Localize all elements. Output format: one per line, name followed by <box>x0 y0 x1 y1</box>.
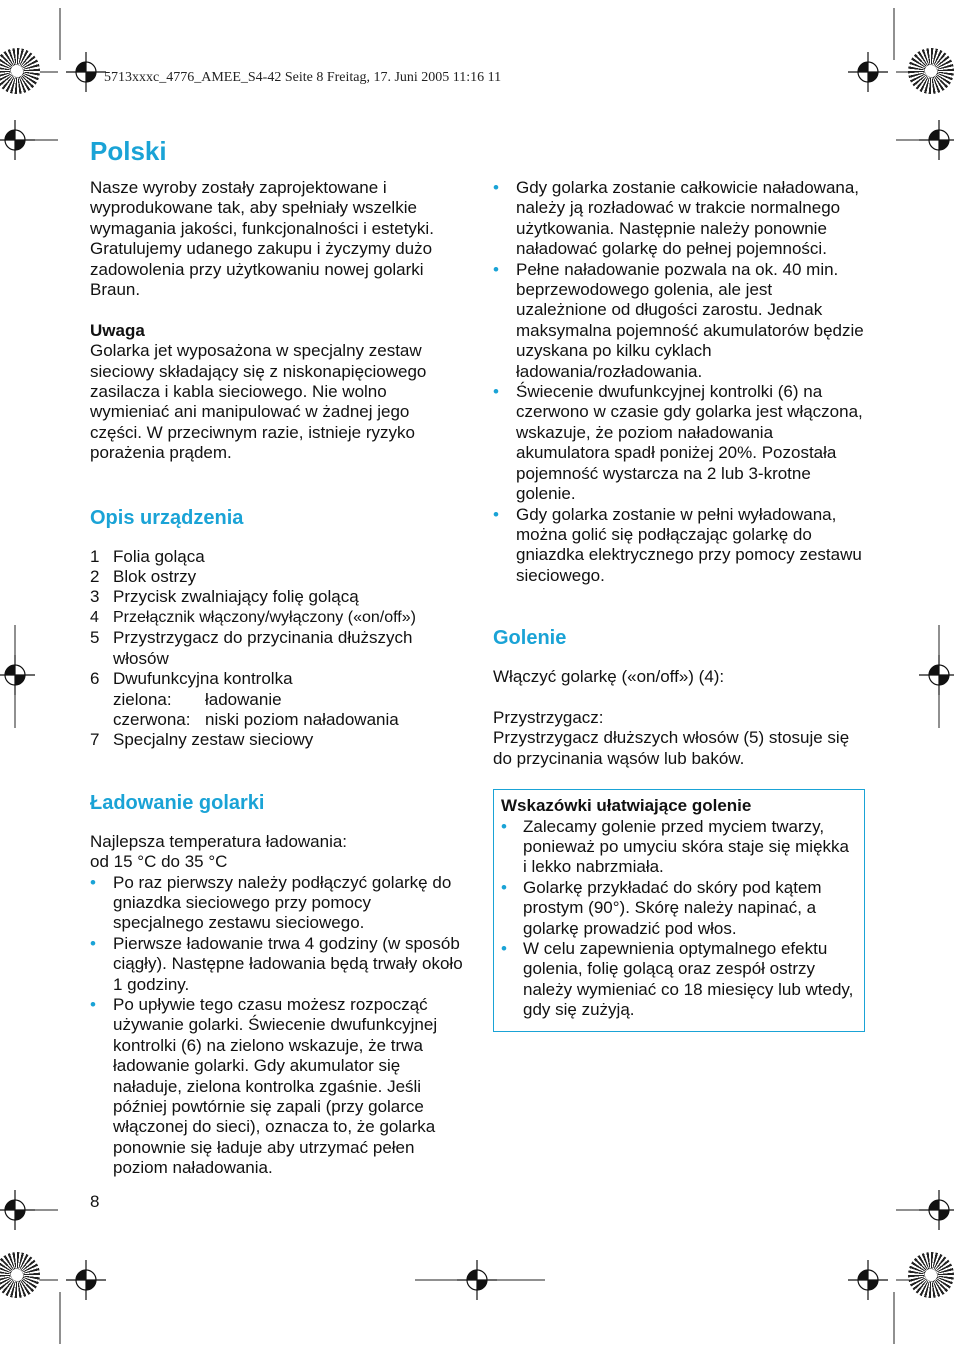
intro-paragraph: Nasze wyroby zostały zaprojektowane i wyprodukowane tak, aby spełniały wszelkie wymagania jakości, funkcjonalności i estetyki. Gratulujemy udanego zakupu i życzymy dużo zadowolenia przy użytkowaniu nowej golarki Braun. <box>90 178 434 300</box>
page-title: Polski <box>90 136 167 166</box>
bullet-icon: • <box>501 938 507 958</box>
list-item: • Po upływie tego czasu możesz rozpocząć używanie golarki. Świecenie dwufunkcyjnej kontrolki (6) na zielono wskazuje, że trwa ładowanie golarki. Gdy akumulator się naładuje, zielona kontrolka zgaśnie. Jeśli później powtórnie się zapali (przy golarce włączonej do sieci), oznacza to, że golarka ponownie się ładuje aby utrzymać pełen poziom naładowania. <box>90 994 438 1178</box>
bullet-icon: • <box>493 382 499 402</box>
list-item: 6 Dwufunkcyjna kontrolka zielona: ładowanie czerwona: niski poziom naładowania <box>90 669 465 730</box>
list-item: 5 Przystrzygacz do przycinania dłuższych włosów <box>90 628 413 668</box>
bullet-icon: • <box>90 872 96 892</box>
indicator-red: czerwona: niski poziom naładowania <box>113 709 399 729</box>
charging-heading: Ładowanie golarki <box>90 791 265 814</box>
print-header: 5713xxxc_4776_AMEE_S4-42 Seite 8 Freitag, 17. Juni 2005 11:16 11 <box>104 70 502 85</box>
list-item: 2 Blok ostrzy <box>90 567 197 587</box>
indicator-green: zielona: ładowanie <box>113 689 282 709</box>
bullet-icon: • <box>501 816 507 836</box>
list-item: • Pierwsze ładowanie trwa 4 godziny (w sposób ciągły). Następne ładowania będą trwały około 1 godziny. <box>90 933 463 994</box>
trimmer-label: Przystrzygacz: <box>493 707 604 727</box>
tips-heading: Wskazówki ułatwiające golenie <box>501 796 752 816</box>
list-item: 4 Przełącznik włączony/wyłączony («on/off») <box>90 608 416 626</box>
description-heading: Opis urządzenia <box>90 506 244 529</box>
list-item: 1 Folia goląca <box>90 546 205 566</box>
list-item: • Po raz pierwszy należy podłączyć golarkę do gniazdka sieciowego przy pomocy specjalnego zestawu sieciowego. <box>90 872 452 933</box>
charging-temp-range: od 15 °C do 35 °C <box>90 852 228 872</box>
list-item: • W celu zapewnienia optymalnego efektu golenia, folię golącą oraz zespół ostrzy należy wymieniać co 18 miesięcy lub wtedy, gdy się zużyją. <box>501 938 854 1020</box>
bullet-icon: • <box>501 877 507 897</box>
bullet-icon: • <box>493 259 499 279</box>
bullet-icon: • <box>90 933 96 953</box>
list-item: 7 Specjalny zestaw sieciowy <box>90 730 314 750</box>
bullet-icon: • <box>90 994 96 1014</box>
right-column <box>493 178 865 1032</box>
tips-box <box>493 789 865 1031</box>
rosette-top-right <box>908 48 954 94</box>
page-number: 8 <box>90 1192 100 1211</box>
switch-on-text: Włączyć golarkę («on/off») (4): <box>493 667 725 687</box>
list-item: • Gdy golarka zostanie w pełni wyładowana, można golić się podłączając golarkę do gniazdka elektrycznego przy pomocy zestawu sieciowego. <box>493 504 862 585</box>
bullet-icon: • <box>493 504 499 524</box>
list-item: • Zalecamy golenie przed myciem twarzy, ponieważ po umyciu skóra staje się miękka i lekko nabrzmiała. <box>501 816 849 877</box>
list-item: 3 Przycisk zwalniający folię golącą <box>90 587 359 607</box>
charging-temp-label: Najlepsza temperatura ładowania: <box>90 831 348 851</box>
list-item: • Świecenie dwufunkcyjnej kontrolki (6) na czerwono w czasie gdy golarka jest włączona, wskazuje, że poziom naładowania akumulatora spadł poniżej 20%. Pozostała pojemność wystarcza na 2 lub 3-krotne golenie. <box>493 382 863 504</box>
rosette-bottom-right <box>908 1252 954 1298</box>
warning-heading: Uwaga <box>90 320 145 340</box>
list-item: • Golarkę przykładać do skóry pod kątem prostym (90°). Skórę należy napinać, a golarkę prowadzić pod włos. <box>501 877 822 938</box>
shaving-heading: Golenie <box>493 627 567 650</box>
left-column <box>90 178 465 1179</box>
trimmer-text: Przystrzygacz dłuższych włosów (5) stosuje się do przycinania wąsów lub baków. <box>493 728 850 768</box>
warning-text: Golarka jet wyposażona w specjalny zestaw sieciowy składający się z niskonapięciowego zasilacza i kabla sieciowego. Nie wolno wymieniać ani manipulować w żadnej jego części. W przeciwnym razie, istnieje ryzyko porażenia prądem. <box>90 341 427 463</box>
bullet-icon: • <box>493 178 499 197</box>
list-item: • Pełne naładowanie pozwala na ok. 40 min. beprzewodowego golenia, ale jest uzależnione od długości zarostu. Jednak maksymalna pojemność akumulatorów będzie uzyskana po kilku cyklach ładowania/rozładowania. <box>493 259 864 381</box>
list-item: • Gdy golarka zostanie całkowicie naładowana, należy ją rozładować w trakcie normalnego użytkowania. Następnie należy ponownie naładować golarkę do pełnej pojemności. <box>493 178 860 259</box>
